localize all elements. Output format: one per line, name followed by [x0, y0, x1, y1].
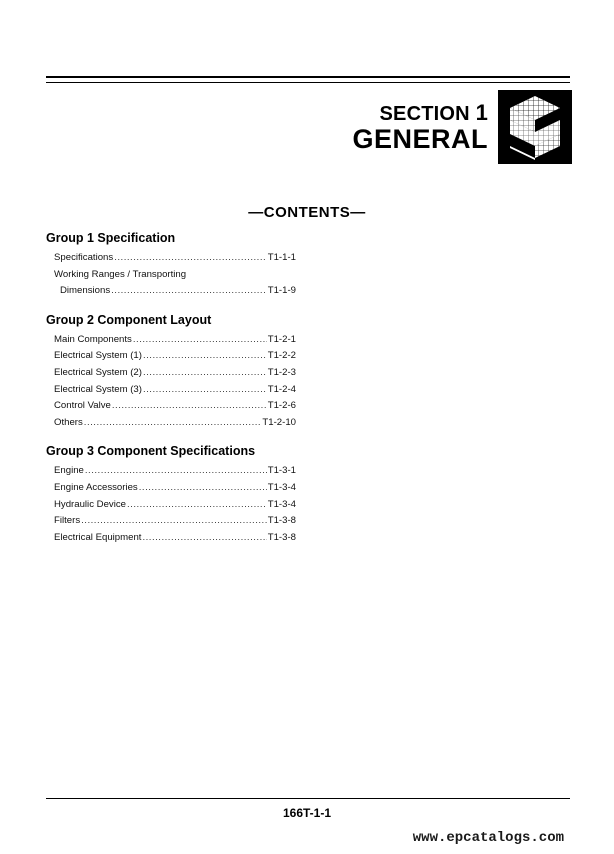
entry-page: T1-2-4	[267, 383, 296, 395]
toc-entry-electrical-equipment[interactable]	[46, 530, 296, 547]
entry-page: T1-3-4	[267, 498, 296, 510]
entry-label: Working Ranges / Transporting	[54, 268, 187, 280]
dot-leader	[187, 267, 295, 284]
watermark-link[interactable]: www.epcatalogs.com	[412, 830, 564, 846]
group-heading: Group 3 Component Specifications	[46, 444, 256, 459]
dot-leader	[143, 382, 267, 399]
toc-entry-others[interactable]	[46, 415, 296, 432]
toc-group-2	[46, 312, 296, 432]
entry-page: T1-3-8	[267, 515, 296, 527]
dot-leader	[127, 497, 267, 514]
entry-page: T1-3-4	[267, 481, 296, 493]
dot-leader	[111, 283, 267, 300]
entry-page: T1-2-6	[267, 400, 296, 412]
dot-leader	[133, 332, 267, 349]
entry-page: T1-2-2	[267, 350, 296, 362]
header-rule-thick	[46, 76, 570, 78]
header-rule-thin	[46, 82, 570, 83]
toc-entry-working-ranges[interactable]	[46, 267, 296, 284]
entry-page: T1-1-9	[267, 285, 296, 297]
entry-label: Filters	[54, 515, 81, 527]
entry-page: T1-2-1	[267, 333, 296, 345]
dot-leader	[139, 480, 267, 497]
toc-entry-control-valve[interactable]	[46, 398, 296, 415]
entry-page: T1-2-10	[262, 416, 296, 428]
dot-leader	[112, 398, 267, 415]
toc-group-1	[46, 230, 296, 300]
entry-label: Electrical System (3)	[54, 383, 142, 395]
entry-page: T1-2-3	[267, 366, 296, 378]
toc-entry-filters[interactable]	[46, 513, 296, 530]
toc-entry-engine[interactable]	[46, 463, 296, 480]
entry-label: Engine Accessories	[54, 481, 138, 493]
entry-label: Hydraulic Device	[54, 498, 126, 510]
entry-label: Electrical Equipment	[54, 531, 142, 543]
entry-page: T1-1-1	[267, 252, 296, 263]
entry-label: Specifications	[54, 252, 114, 263]
toc-group-3	[46, 443, 296, 546]
dot-leader	[142, 530, 266, 547]
toc-entry-hydraulic-device[interactable]	[46, 497, 296, 514]
entry-page: T1-3-1	[267, 465, 296, 477]
table-of-contents	[46, 230, 296, 558]
page-number: 166T-1-1	[282, 806, 332, 820]
entry-label: Engine	[54, 465, 84, 477]
toc-entry-dimensions[interactable]	[46, 283, 296, 300]
dot-leader	[143, 348, 267, 365]
entry-page: T1-3-8	[267, 531, 296, 543]
entry-label: Electrical System (2)	[54, 366, 142, 378]
footer-rule	[46, 798, 570, 799]
group-heading: Group 1 Specification	[46, 231, 176, 245]
entry-label: Control Valve	[54, 400, 111, 412]
section-s-cube-logo-icon	[498, 90, 572, 164]
entry-label: Others	[54, 416, 83, 428]
toc-entry-main-components[interactable]	[46, 332, 296, 349]
section-name: GENERAL	[352, 124, 488, 154]
group-heading: Group 2 Component Layout	[46, 312, 212, 327]
dot-leader	[143, 365, 267, 382]
dot-leader	[85, 463, 267, 480]
dot-leader	[114, 250, 267, 267]
toc-entry-specifications[interactable]	[46, 250, 296, 267]
dot-leader	[81, 513, 267, 530]
section-title	[380, 100, 489, 126]
entry-label: Dimensions	[60, 285, 111, 297]
entry-label: Electrical System (1)	[54, 350, 142, 362]
section-label: SECTION	[379, 103, 470, 125]
toc-entry-electrical-system-3[interactable]	[46, 382, 296, 399]
toc-entry-electrical-system-1[interactable]	[46, 348, 296, 365]
section-number: 1	[475, 100, 488, 125]
toc-entry-electrical-system-2[interactable]	[46, 365, 296, 382]
dot-leader	[84, 415, 262, 432]
contents-title: —CONTENTS—	[248, 204, 366, 221]
entry-label: Main Components	[54, 333, 132, 345]
toc-entry-engine-accessories[interactable]	[46, 480, 296, 497]
